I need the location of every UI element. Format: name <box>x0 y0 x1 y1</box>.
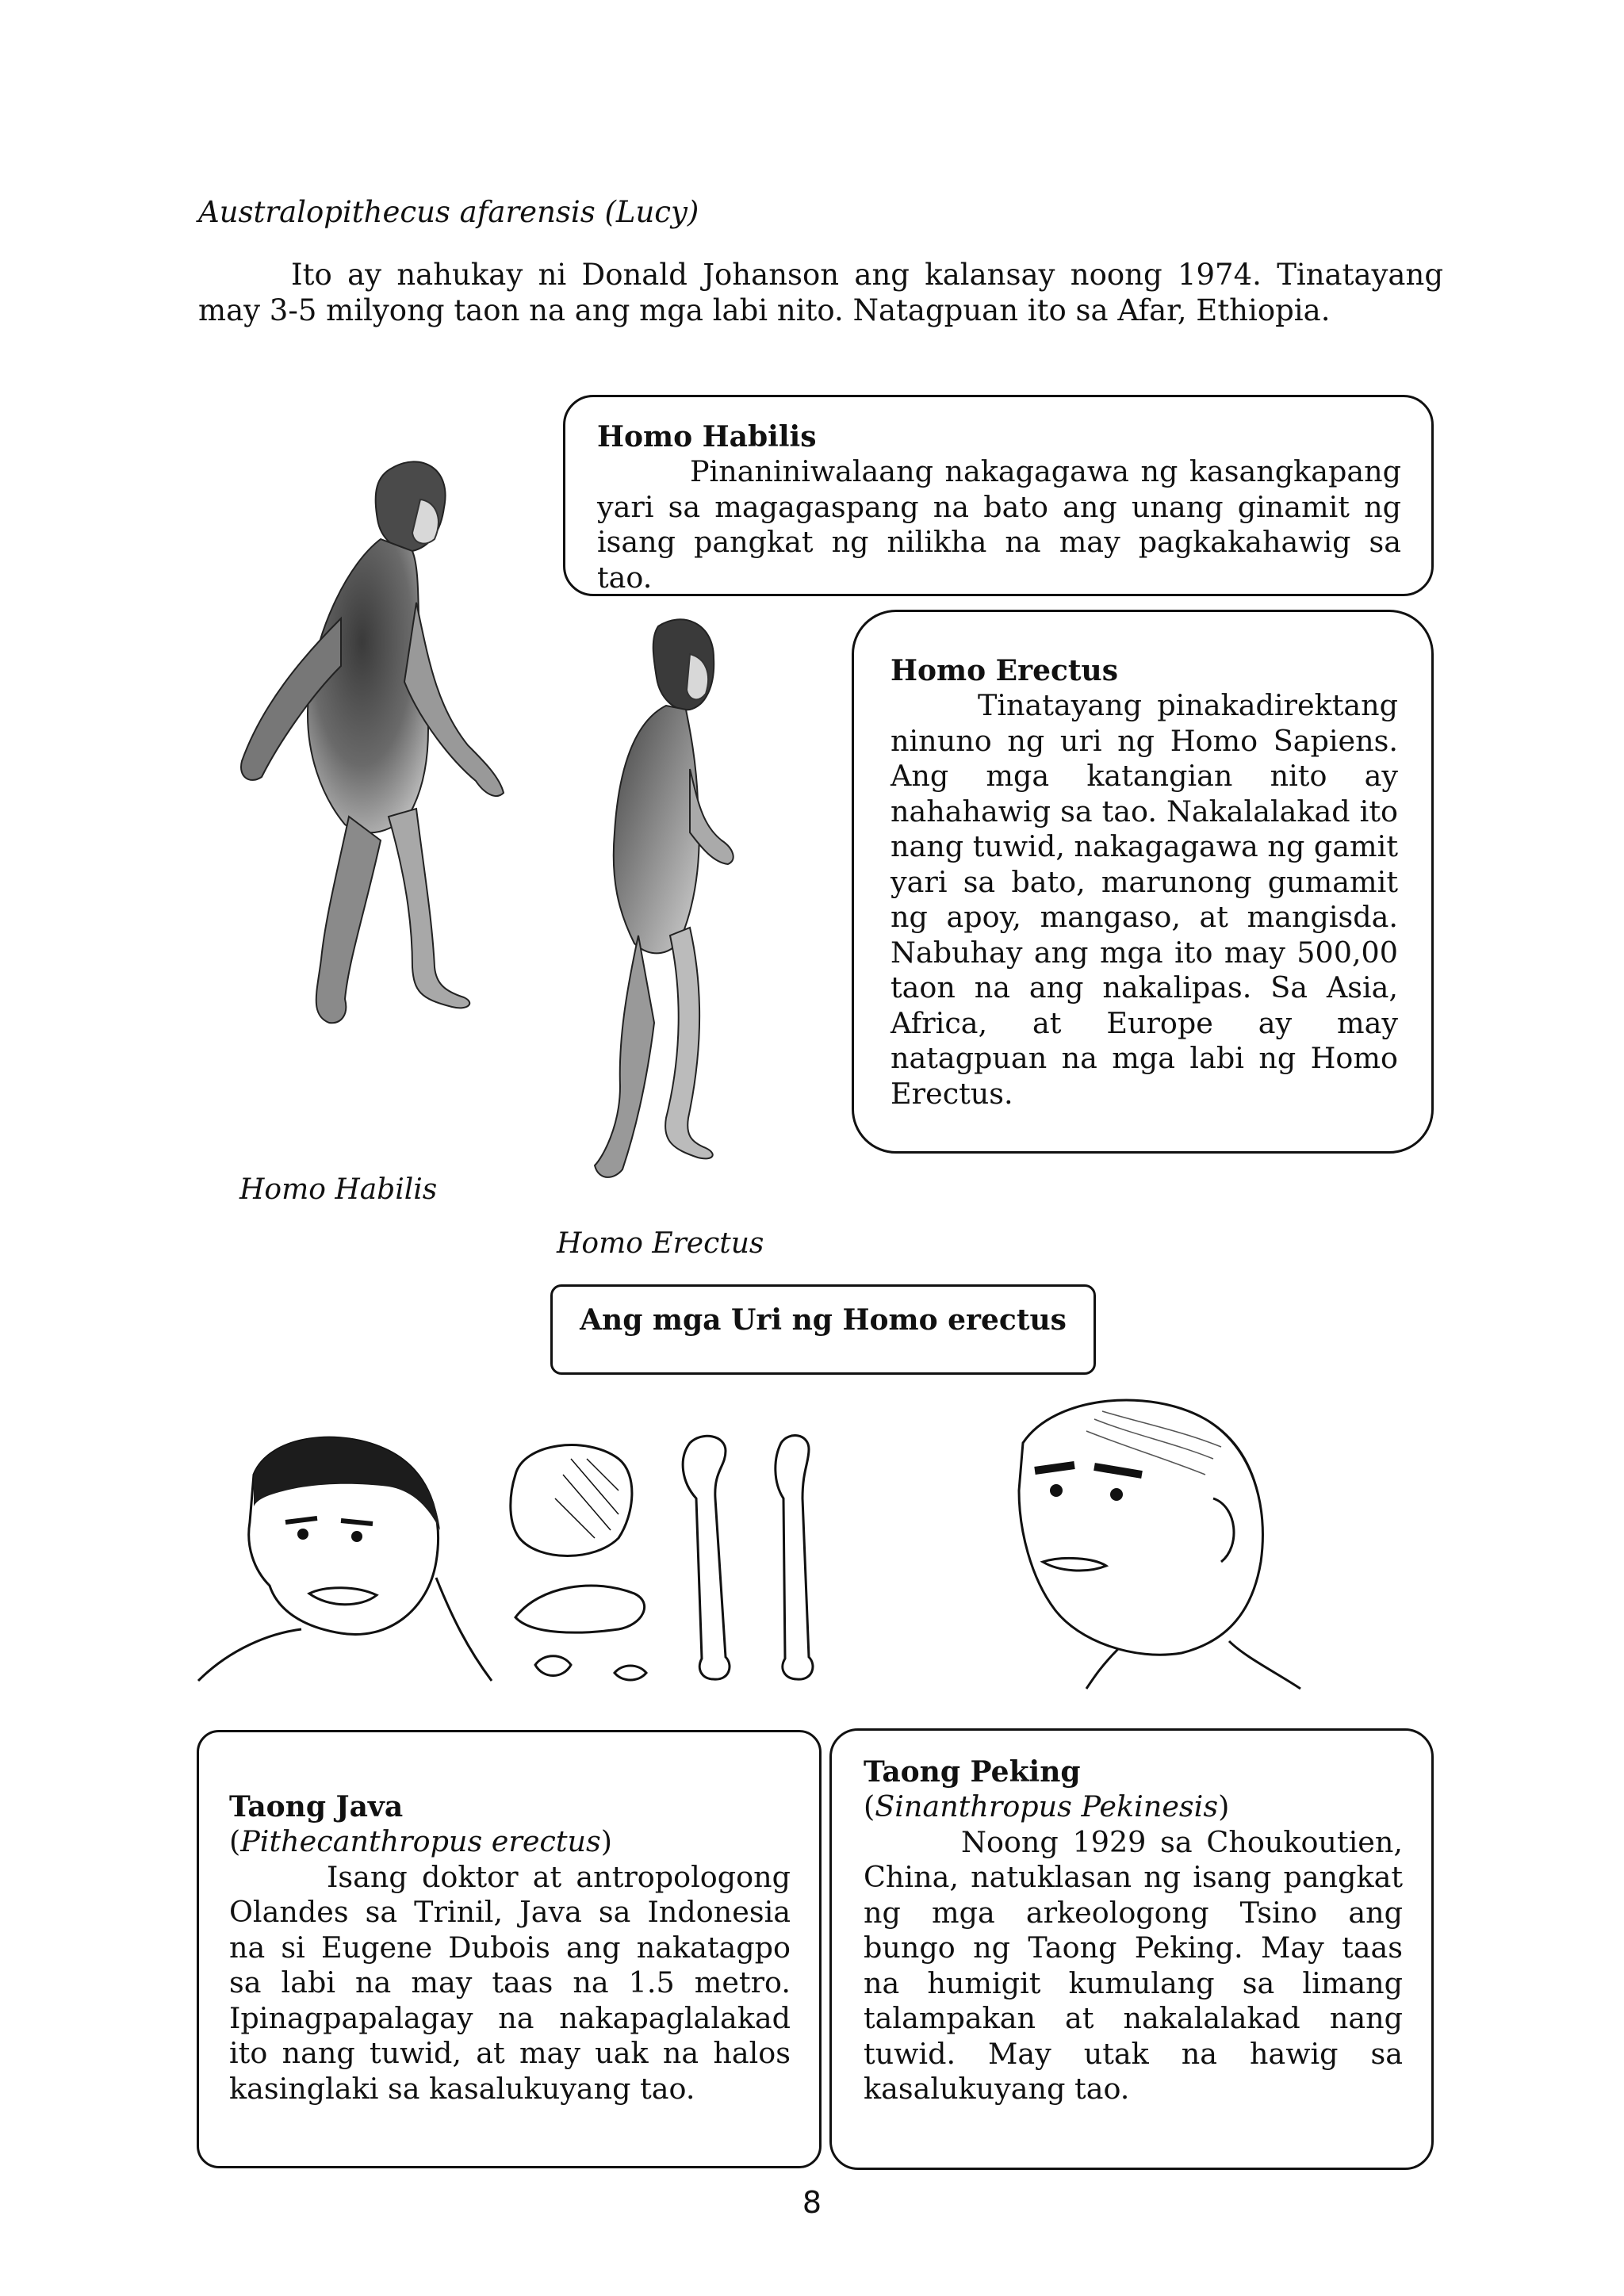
homo-habilis-illustration <box>182 444 531 1047</box>
homo-erectus-title: Homo Erectus <box>891 654 1118 687</box>
caption-homo-habilis: Homo Habilis <box>239 1173 438 1206</box>
peking-man-illustration <box>975 1387 1308 1689</box>
taong-java-paren-close: ) <box>600 1824 613 1858</box>
lucy-paragraph: Ito ay nahukay ni Donald Johanson ang kalansay noong 1974. Tinatayang may 3-5 milyong taon na ang mga labi nito. Natagpuan ito sa Afar, Ethiopia. <box>198 258 1443 327</box>
taong-peking-box <box>829 1728 1434 2170</box>
taong-java-scientific-name <box>229 1824 791 1860</box>
taong-peking-paren-open: ( <box>864 1789 875 1823</box>
taong-peking-scientific-name <box>864 1789 1403 1825</box>
homo-erectus-box <box>852 610 1434 1154</box>
taong-java-title: Taong Java <box>229 1790 404 1823</box>
taong-java-text: Isang doktor at antropologong Olandes sa Trinil, Java sa Indonesia na si Eugene Dubois ang nakatagpo sa labi na may taas na 1.5 metro. Ipinagpapalagay na nakapaglalakad ito nang tuwid, at may uak na halos kasinglaki sa kasalukuyang tao. <box>229 1859 791 2106</box>
caption-homo-erectus: Homo Erectus <box>557 1227 764 1260</box>
taong-java-paren-open: ( <box>229 1824 241 1858</box>
taong-peking-title: Taong Peking <box>864 1755 1081 1789</box>
homo-erectus-text: Tinatayang pinakadirektang ninuno ng uri ng Homo Sapiens. Ang mga katangian nito ay nahahawig sa tao. Nakalalakad ito nang tuwid, nakagagawa ng gamit yari sa bato, marunong gumamit ng apoy, mangaso, at mangisda. Nabuhay ang mga ito may 500,00 taon na ang nakalipas. Sa Asia, Africa, at Europe ay may natagpuan na mga labi ng Homo Erectus. <box>891 688 1398 1111</box>
homo-habilis-text: Pinaniniwalaang nakagagawa ng kasangkapang yari sa magagaspang na bato ang unang ginamit ng isang pangkat ng nilikha na may pagkakahawig sa tao. <box>597 454 1401 595</box>
taong-peking-paren-close: ) <box>1218 1789 1230 1823</box>
taong-peking-text: Noong 1929 sa Choukoutien, China, natuklasan ng isang pangkat ng mga arkeologong Tsino ang bungo ng Taong Peking. May taas na humigit kumulang sa limang talampakan at nakalalakad nang tuwid. May utak na hawig sa kasalukuyang tao. <box>864 1824 1403 2106</box>
java-man-illustration <box>198 1427 500 1681</box>
taong-java-box <box>197 1730 822 2168</box>
homo-habilis-title: Homo Habilis <box>597 420 817 453</box>
homo-habilis-box <box>563 395 1434 596</box>
fossil-bones-illustration <box>500 1427 841 1697</box>
types-heading: Ang mga Uri ng Homo erectus <box>580 1303 1067 1337</box>
page-number: 8 <box>802 2185 822 2220</box>
section-heading-lucy: Australopithecus afarensis (Lucy) <box>198 195 699 229</box>
types-heading-box <box>550 1284 1096 1375</box>
taong-java-scientific: Pithecanthropus erectus <box>240 1824 601 1858</box>
homo-erectus-illustration <box>571 610 777 1213</box>
taong-peking-scientific: Sinanthropus Pekinesis <box>875 1789 1219 1823</box>
